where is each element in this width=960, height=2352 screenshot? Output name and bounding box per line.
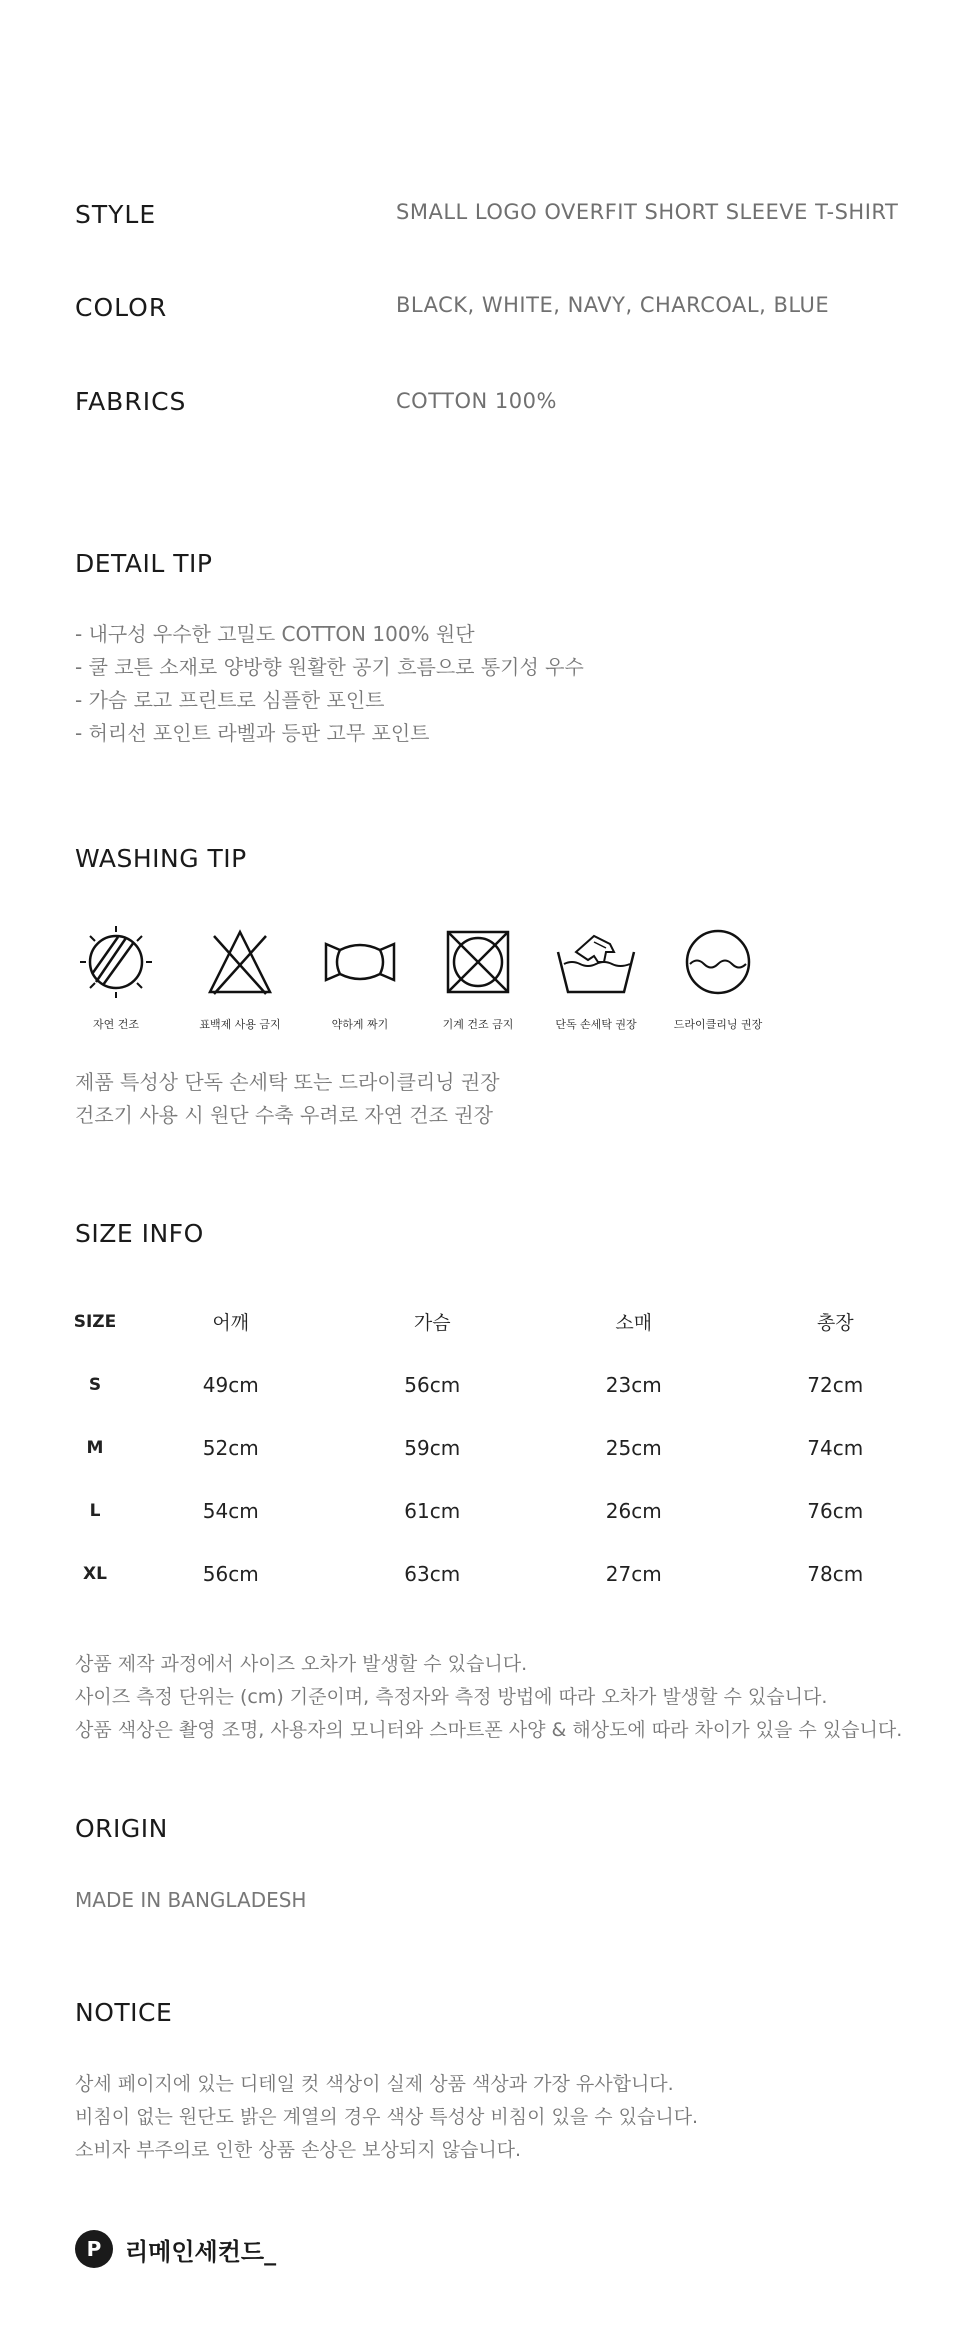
- notice-line: 비침이 없는 원단도 밝은 계열의 경우 색상 특성상 비침이 있을 수 있습니다.: [75, 2106, 699, 2128]
- wash-label: 약하게 짜기: [331, 1018, 389, 1031]
- brand-mark-icon: P: [75, 2230, 113, 2268]
- notice-list: [75, 2068, 698, 2167]
- wash-label: 드라이클리닝 권장: [673, 1018, 763, 1031]
- size-col-header: SIZE: [73, 1311, 117, 1332]
- spec-label-fabrics: FABRICS: [75, 387, 187, 416]
- detail-tip-title: DETAIL TIP: [75, 549, 213, 578]
- size-info-title: SIZE INFO: [75, 1219, 204, 1248]
- washing-tip-title: WASHING TIP: [75, 844, 247, 873]
- table-row: [60, 1479, 936, 1542]
- wash-item-sun-dry: [56, 922, 176, 1032]
- size-note-line: 상품 색상은 촬영 조명, 사용자의 모니터와 스마트폰 사양 & 해상도에 따라 차이가 있을 수 있습니다.: [75, 1719, 903, 1741]
- wash-item-dry-clean: [658, 922, 778, 1032]
- detail-tip-line: - 가슴 로고 프린트로 심플한 포인트: [75, 688, 385, 712]
- size-cell: L: [89, 1500, 101, 1521]
- origin-title: ORIGIN: [75, 1814, 168, 1843]
- table-cell: 74cm: [807, 1435, 864, 1460]
- origin-value: MADE IN BANGLADESH: [75, 1888, 307, 1912]
- spec-value-color: BLACK, WHITE, NAVY, CHARCOAL, BLUE: [396, 293, 830, 317]
- table-cell: 76cm: [807, 1498, 864, 1523]
- wash-item-gentle-squeeze: [300, 922, 420, 1032]
- detail-tip-line: - 쿨 코튼 소재로 양방향 원활한 공기 흐름으로 통기성 우수: [75, 655, 584, 679]
- length-col-header: 총장: [816, 1312, 854, 1334]
- size-table: [60, 1290, 936, 1605]
- sun-dry-icon: [76, 922, 156, 1002]
- wash-label: 기계 건조 금지: [442, 1018, 514, 1031]
- washing-note-line: 건조기 사용 시 원단 수축 우려로 자연 건조 권장: [75, 1103, 493, 1127]
- wash-label: 자연 건조: [92, 1018, 139, 1031]
- size-table-header: [60, 1290, 936, 1353]
- detail-tip-line: - 내구성 우수한 고밀도 COTTON 100% 원단: [75, 622, 475, 646]
- table-cell: 52cm: [202, 1435, 259, 1460]
- table-cell: 56cm: [202, 1561, 259, 1586]
- notice-line: 상세 페이지에 있는 디테일 컷 색상이 실제 상품 색상과 가장 유사합니다.: [75, 2073, 674, 2095]
- table-cell: 54cm: [202, 1498, 259, 1523]
- size-cell: M: [86, 1437, 104, 1458]
- table-cell: 27cm: [605, 1561, 662, 1586]
- table-cell: 78cm: [807, 1561, 864, 1586]
- wash-label: 표백제 사용 금지: [199, 1018, 281, 1031]
- brand-logo: [75, 2230, 276, 2268]
- spec-label-style: STYLE: [75, 200, 157, 229]
- size-note-line: 사이즈 측정 단위는 (cm) 기준이며, 측정자와 측정 방법에 따라 오차가 발생할 수 있습니다.: [75, 1686, 828, 1708]
- table-cell: 56cm: [404, 1372, 461, 1397]
- table-cell: 59cm: [404, 1435, 461, 1460]
- spec-label-color: COLOR: [75, 293, 168, 322]
- chest-col-header: 가슴: [413, 1312, 451, 1334]
- spec-value-fabrics: COTTON 100%: [396, 389, 557, 413]
- gentle-squeeze-icon: [320, 922, 400, 1002]
- hand-wash-icon: [554, 922, 638, 1002]
- detail-tip-line: - 허리선 포인트 라벨과 등판 고무 포인트: [75, 721, 430, 745]
- size-note-line: 상품 제작 과정에서 사이즈 오차가 발생할 수 있습니다.: [75, 1653, 528, 1675]
- no-tumble-dry-icon: [438, 922, 518, 1002]
- dry-clean-icon: [678, 922, 758, 1002]
- washing-note-line: 제품 특성상 단독 손세탁 또는 드라이클리닝 권장: [75, 1070, 500, 1094]
- size-cell: S: [88, 1374, 102, 1395]
- sleeve-col-header: 소매: [615, 1312, 653, 1334]
- table-row: [60, 1353, 936, 1416]
- notice-title: NOTICE: [75, 1998, 173, 2027]
- table-cell: 49cm: [202, 1372, 259, 1397]
- size-notes: [75, 1648, 902, 1747]
- table-cell: 63cm: [404, 1561, 461, 1586]
- table-cell: 23cm: [605, 1372, 662, 1397]
- shoulder-col-header: 어깨: [212, 1312, 250, 1334]
- spec-value-style: SMALL LOGO OVERFIT SHORT SLEEVE T-SHIRT: [396, 200, 899, 224]
- table-row: [60, 1542, 936, 1605]
- table-cell: 72cm: [807, 1372, 864, 1397]
- wash-item-hand-wash: [536, 922, 656, 1032]
- no-bleach-icon: [200, 922, 280, 1002]
- detail-tip-list: [75, 618, 584, 750]
- washing-tip-notes: [75, 1066, 500, 1132]
- brand-name: 리메인세컨드_: [125, 2237, 277, 2266]
- wash-label: 단독 손세탁 권장: [555, 1018, 637, 1031]
- notice-line: 소비자 부주의로 인한 상품 손상은 보상되지 않습니다.: [75, 2139, 522, 2161]
- wash-item-no-bleach: [180, 922, 300, 1032]
- table-cell: 26cm: [605, 1498, 662, 1523]
- table-cell: 61cm: [404, 1498, 461, 1523]
- table-row: [60, 1416, 936, 1479]
- size-cell: XL: [83, 1563, 107, 1584]
- wash-item-no-tumble-dry: [418, 922, 538, 1032]
- table-cell: 25cm: [605, 1435, 662, 1460]
